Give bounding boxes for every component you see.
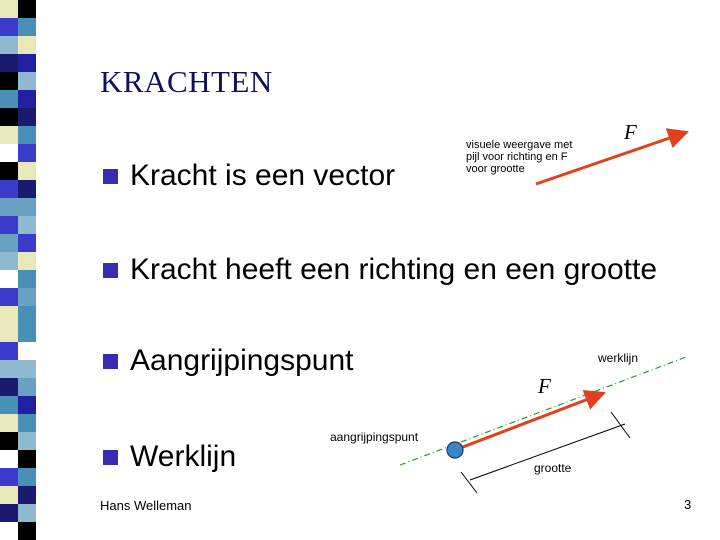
force-arrow bbox=[455, 393, 604, 450]
dimension-tick-start bbox=[461, 472, 477, 493]
caption-line: voor grootte bbox=[466, 163, 525, 175]
page-number: 3 bbox=[684, 497, 692, 512]
application-point bbox=[447, 442, 463, 458]
caption-line: visuele weergave met bbox=[466, 139, 573, 151]
magnitude-dimension-line bbox=[470, 424, 625, 480]
vector-arrow bbox=[536, 132, 687, 184]
dimension-tick-end bbox=[611, 412, 630, 438]
caption-line: pijl voor richting en F bbox=[466, 151, 568, 163]
bullet-text: Aangrijpingspunt bbox=[130, 344, 354, 377]
author-footer: Hans Welleman bbox=[100, 498, 192, 513]
magnitude-label: grootte bbox=[534, 461, 572, 475]
line-of-action-label: werklijn bbox=[598, 351, 639, 365]
force-label-top: F bbox=[624, 120, 637, 144]
line-of-action bbox=[400, 357, 686, 465]
page-title: KRACHTEN bbox=[100, 64, 273, 99]
force-label-bottom: F bbox=[538, 374, 551, 398]
bullet-text: Werklijn bbox=[130, 440, 237, 473]
bullet-text: Kracht heeft een richting en een grootte bbox=[130, 253, 658, 286]
application-point-label: aangrijpingspunt bbox=[330, 430, 419, 444]
bullet-text: Kracht is een vector bbox=[130, 159, 396, 192]
